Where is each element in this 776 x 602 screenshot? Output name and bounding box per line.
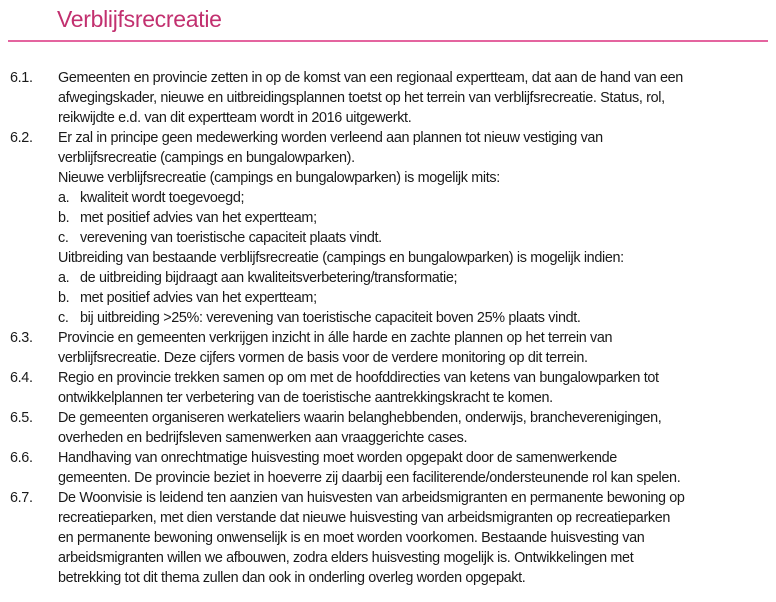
item-text: afwegingskader, nieuwe en uitbreidingsplannen toetst op het terrein van verblijfsrecreatie. Status, rol, [58,90,665,106]
text-line [0,188,776,208]
text-line [0,268,776,288]
text-line [0,388,776,408]
text-line [0,428,776,448]
item-text: De Woonvisie is leidend ten aanzien van huisvesten van arbeidsmigranten en permanente bewoning op [58,490,685,506]
item-text: recreatieparken, met dien verstande dat nieuwe huisvesting van arbeidsmigranten op recreatieparken [58,510,671,526]
item-text: Regio en provincie trekken samen op om met de hoofddirecties van ketens van bungalowparken tot [58,370,659,386]
text-line [0,68,776,88]
text-line [0,348,776,368]
item-text: Provincie en gemeenten verkrijgen inzicht in álle harde en zachte plannen op het terrein van [58,330,613,346]
sub-letter: b. [58,210,70,226]
text-line [0,368,776,388]
item-number: 6.3. [10,330,33,346]
item-number: 6.7. [10,490,33,506]
item-text: Handhaving van onrechtmatige huisvesting moet worden opgepakt door de samenwerkende [58,450,617,466]
text-line [0,248,776,268]
sub-item-text: bij uitbreiding >25%: verevening van toeristische capaciteit boven 25% plaats vindt. [80,310,581,326]
text-line [0,228,776,248]
item-number: 6.6. [10,450,33,466]
sub-item-text: met positief advies van het expertteam; [80,290,317,306]
text-line [0,508,776,528]
item-number: 6.1. [10,70,33,86]
text-line [0,128,776,148]
text-line [0,108,776,128]
text-line [0,148,776,168]
sub-letter: c. [58,230,69,246]
text-line [0,488,776,508]
item-text: Nieuwe verblijfsrecreatie (campings en bungalowparken) is mogelijk mits: [58,170,500,186]
section-title: Verblijfsrecreatie [57,6,222,32]
item-text: betrekking tot dit thema zullen dan ook in onderling overleg worden opgepakt. [58,570,526,586]
text-line [0,408,776,428]
sub-item-text: met positief advies van het expertteam; [80,210,317,226]
text-line [0,328,776,348]
item-text: verblijfsrecreatie. Deze cijfers vormen de basis voor de verdere monitoring op dit terrein. [58,350,588,366]
text-line [0,568,776,588]
item-text: Uitbreiding van bestaande verblijfsrecreatie (campings en bungalowparken) is mogelijk indien: [58,250,624,266]
item-text: Gemeenten en provincie zetten in op de komst van een regionaal expertteam, dat aan de hand van een [58,70,683,86]
document-body [0,68,776,588]
item-text: Er zal in principe geen medewerking worden verleend aan plannen tot nieuw vestiging van [58,130,603,146]
text-line [0,168,776,188]
item-text: en permanente bewoning onwenselijk is en moet worden voorkomen. Bestaande huisvesting van [58,530,645,546]
text-line [0,548,776,568]
sub-letter: c. [58,310,69,326]
sub-item-text: verevening van toeristische capaciteit plaats vindt. [80,230,382,246]
text-line [0,308,776,328]
item-text: verblijfsrecreatie (campings en bungalowparken). [58,150,355,166]
item-text: De gemeenten organiseren werkateliers waarin belanghebbenden, onderwijs, brancheverenigingen, [58,410,662,426]
item-number: 6.4. [10,370,33,386]
text-line [0,528,776,548]
text-line [0,88,776,108]
item-text: gemeenten. De provincie beziet in hoeverre zij daarbij een faciliterende/ondersteunende rol kan spelen. [58,470,681,486]
sub-letter: a. [58,190,70,206]
item-number: 6.2. [10,130,33,146]
sub-letter: a. [58,270,70,286]
title-divider [8,40,768,42]
text-line [0,448,776,468]
text-line [0,208,776,228]
item-number: 6.5. [10,410,33,426]
item-text: ontwikkelplannen ter verbetering van de toeristische aantrekkingskracht te komen. [58,390,553,406]
sub-item-text: de uitbreiding bijdraagt aan kwaliteitsverbetering/transformatie; [80,270,458,286]
item-text: arbeidsmigranten willen we afbouwen, zodra elders huisvesting mogelijk is. Ontwikkelingen met [58,550,634,566]
sub-letter: b. [58,290,70,306]
text-line [0,288,776,308]
item-text: reikwijdte e.d. van dit expertteam wordt in 2016 uitgewerkt. [58,110,412,126]
text-line [0,468,776,488]
sub-item-text: kwaliteit wordt toegevoegd; [80,190,245,206]
item-text: overheden en bedrijfsleven samenwerken aan vraaggerichte cases. [58,430,468,446]
